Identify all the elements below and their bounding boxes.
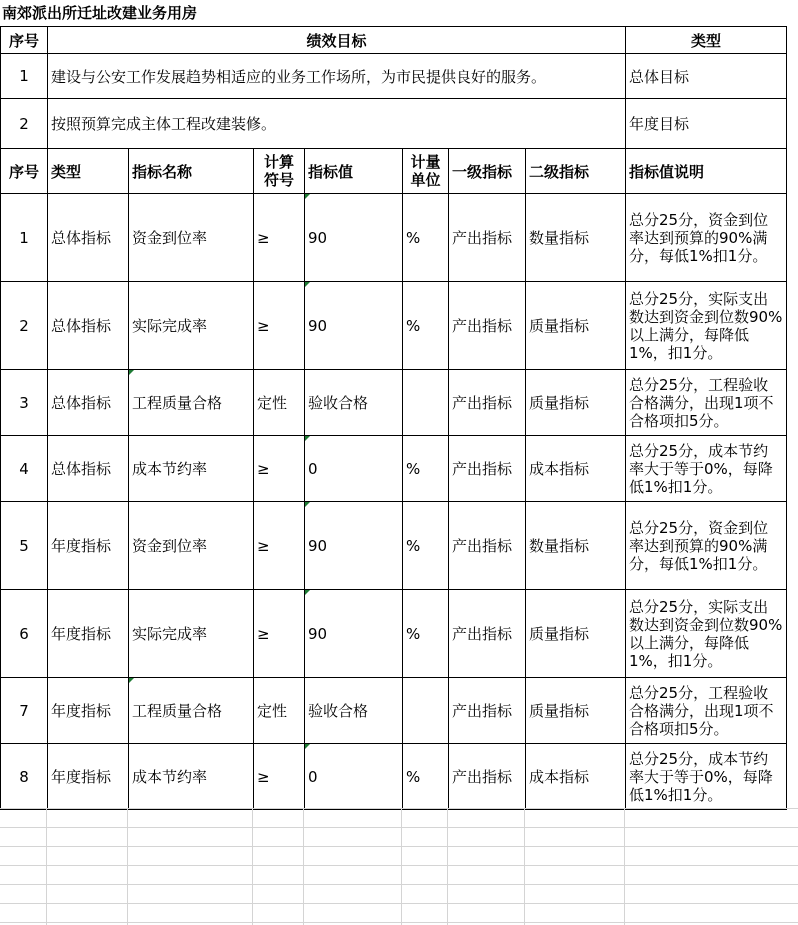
row-type[interactable]: 年度指标 xyxy=(48,744,129,810)
row-name[interactable]: 资金到位率 xyxy=(129,194,254,282)
row-type[interactable]: 年度指标 xyxy=(48,502,129,590)
row-desc[interactable]: 总分25分，实际支出数达到资金到位数90%以上满分，每降低1%，扣1分。 xyxy=(626,282,787,370)
grid-line xyxy=(447,808,448,925)
row-level2[interactable]: 数量指标 xyxy=(526,194,626,282)
row-unit[interactable]: % xyxy=(403,436,449,502)
row-unit[interactable] xyxy=(403,678,449,744)
row-type[interactable]: 总体指标 xyxy=(48,194,129,282)
row-level1[interactable]: 产出指标 xyxy=(449,282,526,370)
row-type[interactable]: 年度指标 xyxy=(48,678,129,744)
row-value[interactable]: 验收合格 xyxy=(305,370,403,436)
row-unit[interactable]: % xyxy=(403,194,449,282)
row-level2[interactable]: 质量指标 xyxy=(526,590,626,678)
row-symbol[interactable]: 定性 xyxy=(254,678,305,744)
row-seq[interactable]: 1 xyxy=(1,194,48,282)
grid-line xyxy=(46,808,47,925)
row-type[interactable]: 总体指标 xyxy=(48,282,129,370)
indicator-row xyxy=(1,282,787,370)
goal-row xyxy=(1,99,787,149)
row-desc[interactable]: 总分25分，资金到位率达到预算的90%满分，每低1%扣1分。 xyxy=(626,194,787,282)
goal-text[interactable]: 按照预算完成主体工程改建装修。 xyxy=(48,99,626,149)
goal-seq[interactable]: 1 xyxy=(1,54,48,99)
indicator-row xyxy=(1,370,787,436)
sheet-title: 南郊派出所迁址改建业务用房 xyxy=(2,4,198,22)
indicator-header-row xyxy=(1,149,787,194)
grid-line xyxy=(252,808,253,925)
row-symbol[interactable]: ≥ xyxy=(254,590,305,678)
row-symbol[interactable]: ≥ xyxy=(254,502,305,590)
goal-type[interactable]: 总体目标 xyxy=(626,54,787,99)
indicator-row xyxy=(1,590,787,678)
row-unit[interactable]: % xyxy=(403,590,449,678)
empty-grid-area xyxy=(0,808,798,925)
row-desc[interactable]: 总分25分，成本节约率大于等于0%，每降低1%扣1分。 xyxy=(626,436,787,502)
goal-header-row xyxy=(1,27,787,54)
row-symbol[interactable]: ≥ xyxy=(254,436,305,502)
row-type[interactable]: 总体指标 xyxy=(48,370,129,436)
grid-line xyxy=(127,808,128,925)
row-desc[interactable]: 总分25分，工程验收合格满分，出现1项不合格项扣5分。 xyxy=(626,678,787,744)
performance-table xyxy=(0,26,787,810)
row-seq[interactable]: 8 xyxy=(1,744,48,810)
row-type[interactable]: 总体指标 xyxy=(48,436,129,502)
row-seq[interactable]: 4 xyxy=(1,436,48,502)
row-level1[interactable]: 产出指标 xyxy=(449,436,526,502)
row-seq[interactable]: 2 xyxy=(1,282,48,370)
grid-line xyxy=(401,808,402,925)
row-value[interactable]: 90 xyxy=(305,194,403,282)
row-symbol[interactable]: ≥ xyxy=(254,194,305,282)
goal-type[interactable]: 年度目标 xyxy=(626,99,787,149)
row-desc[interactable]: 总分25分，成本节约率大于等于0%，每降低1%扣1分。 xyxy=(626,744,787,810)
row-level1[interactable]: 产出指标 xyxy=(449,502,526,590)
indicator-row xyxy=(1,194,787,282)
row-desc[interactable]: 总分25分，工程验收合格满分，出现1项不合格项扣5分。 xyxy=(626,370,787,436)
indicator-row xyxy=(1,502,787,590)
row-value[interactable]: 0 xyxy=(305,744,403,810)
row-level1[interactable]: 产出指标 xyxy=(449,370,526,436)
grid-line xyxy=(303,808,304,925)
goal-seq[interactable]: 2 xyxy=(1,99,48,149)
indicator-row xyxy=(1,678,787,744)
row-value[interactable]: 90 xyxy=(305,590,403,678)
header-seq[interactable]: 序号 xyxy=(1,27,48,54)
row-level2[interactable]: 质量指标 xyxy=(526,678,626,744)
col-symbol[interactable]: 计算符号 xyxy=(254,149,305,194)
row-desc[interactable]: 总分25分，资金到位率达到预算的90%满分，每低1%扣1分。 xyxy=(626,502,787,590)
goal-text[interactable]: 建设与公安工作发展趋势相适应的业务工作场所，为市民提供良好的服务。 xyxy=(48,54,626,99)
row-value[interactable]: 验收合格 xyxy=(305,678,403,744)
row-name[interactable]: 实际完成率 xyxy=(129,282,254,370)
row-level1[interactable]: 产出指标 xyxy=(449,678,526,744)
row-level2[interactable]: 质量指标 xyxy=(526,370,626,436)
row-name[interactable]: 成本节约率 xyxy=(129,436,254,502)
row-symbol[interactable]: ≥ xyxy=(254,282,305,370)
col-name[interactable]: 指标名称 xyxy=(129,149,254,194)
row-name[interactable]: 工程质量合格 xyxy=(129,678,254,744)
row-seq[interactable]: 7 xyxy=(1,678,48,744)
row-desc[interactable]: 总分25分，实际支出数达到资金到位数90%以上满分，每降低1%，扣1分。 xyxy=(626,590,787,678)
col-level1[interactable]: 一级指标 xyxy=(449,149,526,194)
row-unit[interactable]: % xyxy=(403,282,449,370)
row-unit[interactable]: % xyxy=(403,744,449,810)
row-symbol[interactable]: ≥ xyxy=(254,744,305,810)
row-seq[interactable]: 5 xyxy=(1,502,48,590)
row-level2[interactable]: 数量指标 xyxy=(526,502,626,590)
header-type[interactable]: 类型 xyxy=(626,27,787,54)
row-level1[interactable]: 产出指标 xyxy=(449,194,526,282)
row-seq[interactable]: 3 xyxy=(1,370,48,436)
row-value[interactable]: 90 xyxy=(305,502,403,590)
row-symbol[interactable]: 定性 xyxy=(254,370,305,436)
col-type[interactable]: 类型 xyxy=(48,149,129,194)
grid-line xyxy=(624,808,625,925)
row-level2[interactable]: 质量指标 xyxy=(526,282,626,370)
row-seq[interactable]: 6 xyxy=(1,590,48,678)
grid-line xyxy=(524,808,525,925)
col-value[interactable]: 指标值 xyxy=(305,149,403,194)
row-level2[interactable]: 成本指标 xyxy=(526,436,626,502)
goal-row xyxy=(1,54,787,99)
row-level1[interactable]: 产出指标 xyxy=(449,590,526,678)
col-seq[interactable]: 序号 xyxy=(1,149,48,194)
row-value[interactable]: 90 xyxy=(305,282,403,370)
row-unit[interactable]: % xyxy=(403,502,449,590)
row-unit[interactable] xyxy=(403,370,449,436)
row-level2[interactable]: 成本指标 xyxy=(526,744,626,810)
indicator-row xyxy=(1,436,787,502)
row-name[interactable]: 成本节约率 xyxy=(129,744,254,810)
row-name[interactable]: 资金到位率 xyxy=(129,502,254,590)
row-name[interactable]: 实际完成率 xyxy=(129,590,254,678)
row-value[interactable]: 0 xyxy=(305,436,403,502)
col-level2[interactable]: 二级指标 xyxy=(526,149,626,194)
col-unit[interactable]: 计量单位 xyxy=(403,149,449,194)
indicator-row xyxy=(1,744,787,810)
row-level1[interactable]: 产出指标 xyxy=(449,744,526,810)
row-name[interactable]: 工程质量合格 xyxy=(129,370,254,436)
col-desc[interactable]: 指标值说明 xyxy=(626,149,787,194)
header-goal[interactable]: 绩效目标 xyxy=(48,27,626,54)
row-type[interactable]: 年度指标 xyxy=(48,590,129,678)
